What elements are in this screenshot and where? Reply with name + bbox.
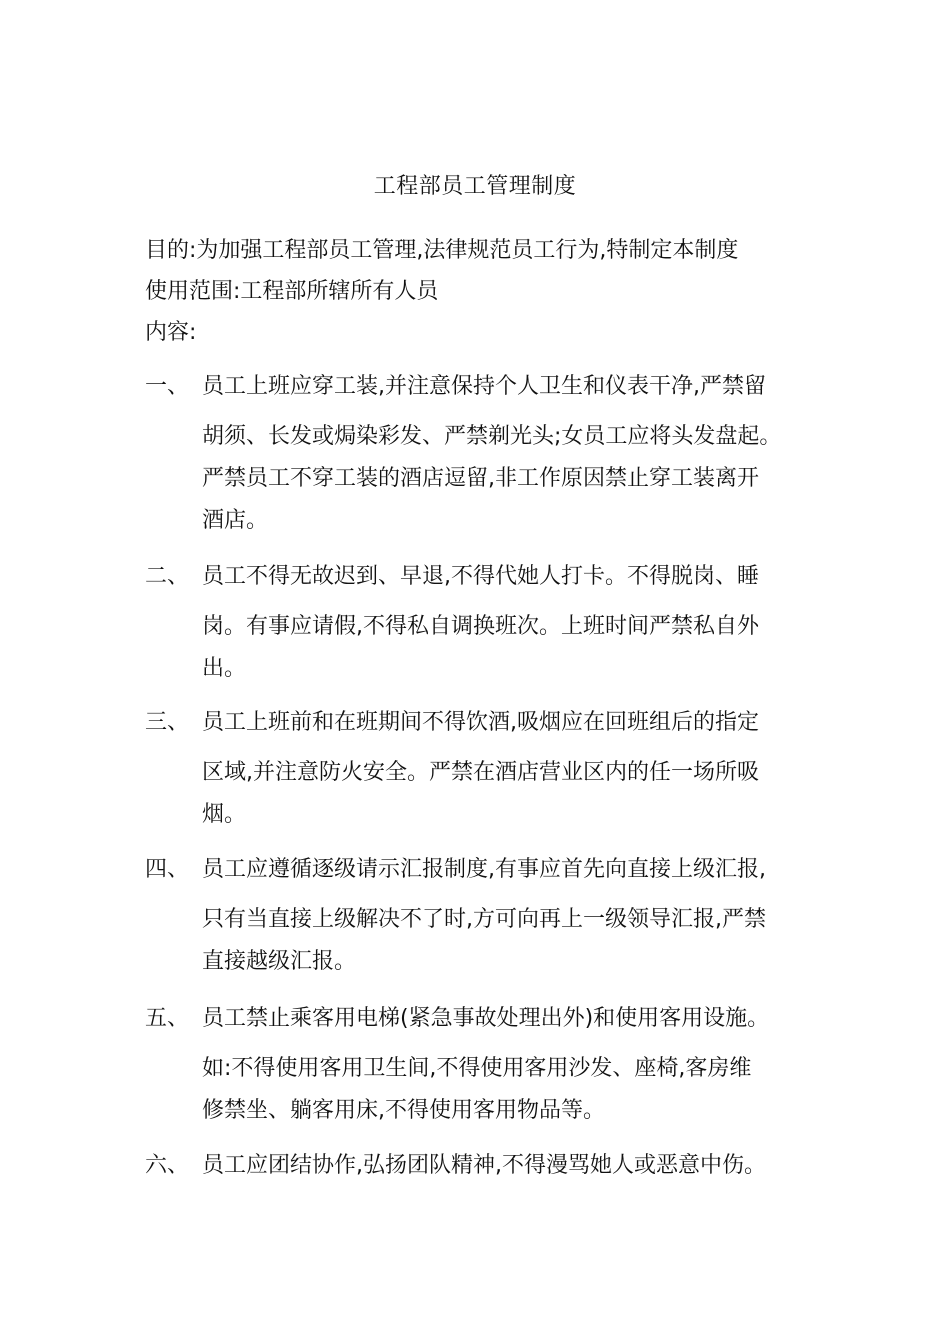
rule-number: 五、 xyxy=(145,1006,190,1031)
rule-number: 六、 xyxy=(145,1153,190,1178)
rule-line: 出。 xyxy=(202,656,247,681)
rule-text xyxy=(202,1151,824,1201)
scope-statement: 使用范围:工程部所辖所有人员 xyxy=(145,279,439,304)
rule-text xyxy=(202,562,824,696)
content-label: 内容: xyxy=(145,320,197,345)
rule-number: 一、 xyxy=(145,374,190,399)
rule-line: 只有当直接上级解决不了时,方可向再上一级领导汇报,严禁 xyxy=(202,907,766,932)
rule-line: 直接越级汇报。 xyxy=(202,949,357,974)
rule-line: 员工上班应穿工装,并注意保持个人卫生和仪表干净,严禁留 xyxy=(202,374,766,399)
document-title: 工程部员工管理制度 xyxy=(373,174,577,199)
rule-line: 严禁员工不穿工装的酒店逗留,非工作原因禁止穿工装离开 xyxy=(202,466,759,491)
rule-text xyxy=(202,372,824,548)
rule-line: 修禁坐、躺客用床,不得使用客用物品等。 xyxy=(202,1098,605,1123)
rule-number: 三、 xyxy=(145,710,190,735)
rule-line: 烟。 xyxy=(202,802,247,827)
rule-line: 员工上班前和在班期间不得饮酒,吸烟应在回班组后的指定 xyxy=(202,710,759,735)
rule-text xyxy=(202,708,824,842)
rule-line: 如:不得使用客用卫生间,不得使用客用沙发、座椅,客房维 xyxy=(202,1056,752,1081)
rule-line: 员工不得无故迟到、早退,不得代她人打卡。不得脱岗、睡 xyxy=(202,564,759,589)
rule-line: 酒店。 xyxy=(202,508,269,533)
rule-line: 员工应遵循逐级请示汇报制度,有事应首先向直接上级汇报, xyxy=(202,857,766,882)
rule-line: 胡须、长发或焗染彩发、严禁剃光头;女员工应将头发盘起。 xyxy=(202,424,782,449)
purpose-statement: 目的:为加强工程部员工管理,法律规范员工行为,特制定本制度 xyxy=(145,238,739,263)
rule-number: 四、 xyxy=(145,857,190,882)
rule-text xyxy=(202,855,824,989)
rule-line: 区域,并注意防火安全。严禁在酒店营业区内的任一场所吸 xyxy=(202,760,759,785)
rule-line: 员工禁止乘客用电梯(紧急事故处理出外)和使用客用设施。 xyxy=(202,1006,770,1031)
rule-line: 岗。有事应请假,不得私自调换班次。上班时间严禁私自外 xyxy=(202,614,759,639)
rule-number: 二、 xyxy=(145,564,190,589)
rule-text xyxy=(202,1004,824,1138)
rule-line: 员工应团结协作,弘扬团队精神,不得漫骂她人或恶意中伤。 xyxy=(202,1153,766,1178)
